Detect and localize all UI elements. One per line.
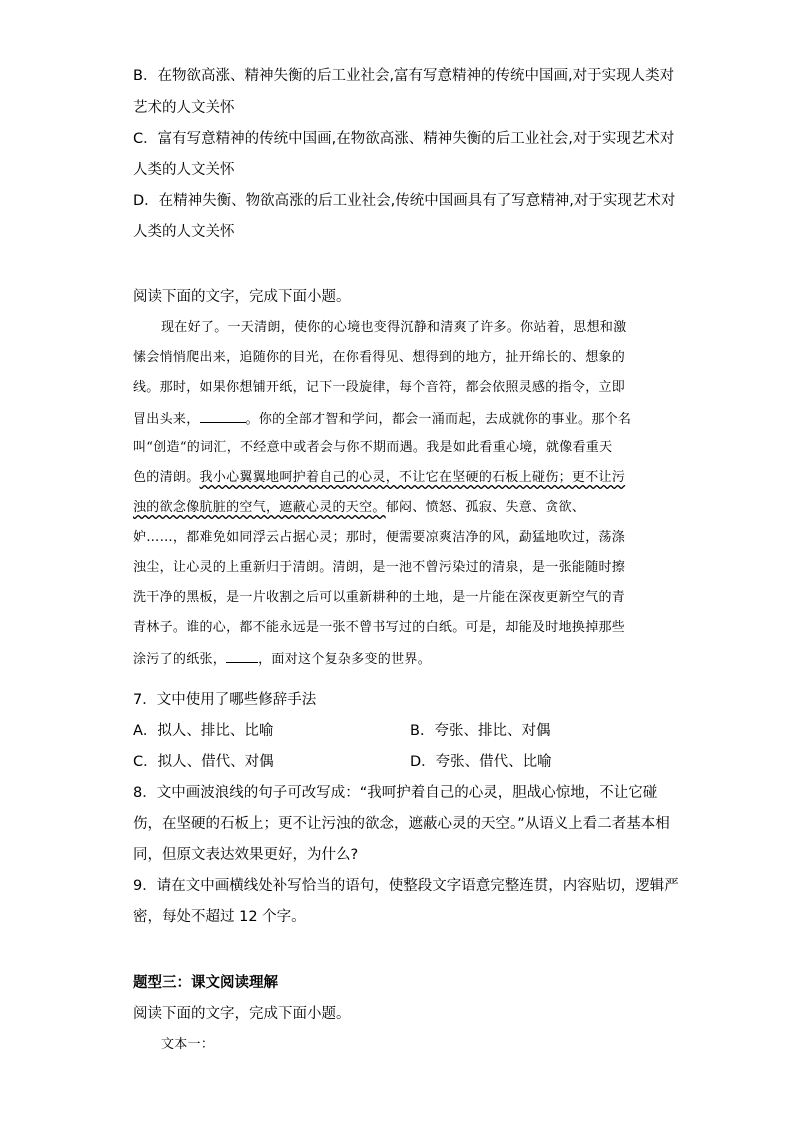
option-d-line1: D．在精神失衡、物欲高涨的后工业社会,传统中国画具有了写意精神,对于实现艺术对 [133, 193, 676, 209]
q8-line: 伤，在坚硬的石板上；更不让污浊的欲念，遮蔽心灵的天空。”从语义上看二者基本相 [133, 816, 670, 832]
passage-line: 洗干净的黑板，是一片收割之后可以重新耕种的土地，是一片能在深夜更新空气的青 [133, 590, 626, 605]
passage-line [133, 408, 631, 430]
wavy-underlined-sentence: 浊的欲念像肮脏的空气，遮蔽心灵的天空。 [133, 500, 386, 515]
fill-blank-1 [200, 408, 246, 423]
passage-line: 现在好了。一天清朗，使你的心境也变得沉静和清爽了许多。你站着，思想和激 [161, 320, 627, 335]
option-b-line2: 艺术的人文关怀 [133, 100, 235, 116]
passage-line: 妒……，都难免如同浮云占据心灵；那时，便需要凉爽洁净的风，勐猛地吹过，荡涤 [133, 530, 626, 545]
option-c-line2: 人类的人文关怀 [133, 162, 235, 178]
wavy-underlined-sentence: 我小心翼翼地呵护着自己的心灵，不让它在坚硬的石板上碰伤；更不让污 [199, 470, 626, 485]
section-intro: 阅读下面的文字，完成下面小题。 [133, 1006, 351, 1022]
passage-line: 叫“创造“的词汇，不经意中或者会与你不期而遇。我是如此看重心境，就像看重天 [133, 440, 613, 455]
q7-stem: 7．文中使用了哪些修辞手法 [133, 692, 317, 708]
q9-line: 9．请在文中画横线处补写恰当的语句，使整段文字语意完整连贯，内容贴切，逻辑严 [133, 878, 679, 894]
text-one-label: 文本一： [161, 1037, 215, 1052]
q8-line: 同，但原文表达效果更好，为什么? [133, 847, 359, 863]
passage-line: 线。那时，如果你想铺开纸，记下一段旋律，每个音符，都会依照灵感的指令，立即 [133, 380, 626, 395]
passage-line [133, 648, 431, 670]
passage-line [133, 468, 625, 488]
q8-line: 8．文中画波浪线的句子可改写成：“我呵护着自己的心灵，胆战心惊地，不让它碰 [133, 785, 658, 801]
passage-text: 色的清朗。 [133, 470, 200, 485]
fill-blank-2 [226, 648, 258, 663]
passage-line [133, 498, 585, 518]
passage-text: 。你的全部才智和学问，都会一涌而起，去成就你的事业。那个名 [245, 412, 632, 427]
passage-text: 郁闷、愤怒、孤寂、失意、贪欲、 [385, 500, 586, 515]
passage-text: 涂污了的纸张， [133, 652, 227, 667]
section-title: 题型三：课文阅读理解 [133, 975, 278, 991]
q7-option-d: D．夸张、借代、比喻 [410, 754, 552, 770]
passage-line: 青林子。谁的心，都不能永远是一张不曾书写过的白纸。可是，却能及时地换掉那些 [133, 620, 626, 635]
reading-intro: 阅读下面的文字，完成下面小题。 [133, 289, 351, 305]
q7-option-b: B．夸张、排比、对偶 [410, 723, 551, 739]
passage-text: ，面对这个复杂多变的世界。 [258, 652, 432, 667]
passage-line: 浊尘，让心灵的上重新归于清朗。清朗，是一池不曾污染过的清泉，是一张能随时擦 [133, 560, 626, 575]
passage-text: 冒出头来， [133, 412, 200, 427]
q7-option-a: A．拟人、排比、比喻 [133, 723, 274, 739]
option-b-line1: B．在物欲高涨、精神失衡的后工业社会,富有写意精神的传统中国画,对于实现人类对 [133, 68, 675, 84]
option-c-line1: C．富有写意精神的传统中国画,在物欲高涨、精神失衡的后工业社会,对于实现艺术对 [133, 131, 675, 147]
option-d-line2: 人类的人文关怀 [133, 224, 235, 240]
q9-line: 密，每处不超过 12 个字。 [133, 909, 306, 925]
passage-line: 愫会悄悄爬出来，追随你的目光，在你看得见、想得到的地方，扯开绵长的、想象的 [133, 350, 626, 365]
q7-option-c: C．拟人、借代、对偶 [133, 754, 274, 770]
